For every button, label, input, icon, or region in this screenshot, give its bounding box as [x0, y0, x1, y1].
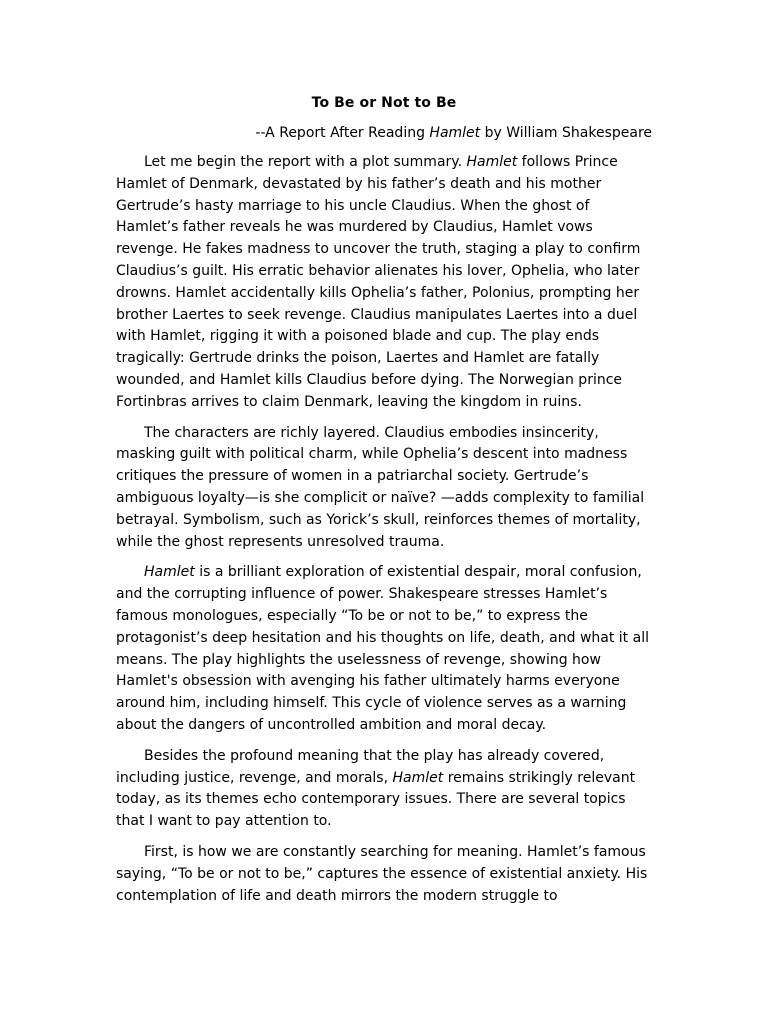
document-subtitle [116, 122, 652, 144]
subtitle-prefix: --A Report After Reading [255, 125, 430, 141]
paragraph-relevance [116, 746, 652, 833]
document-page [116, 92, 652, 916]
paragraph-italic-title: Hamlet [144, 564, 195, 581]
paragraph-characters [116, 423, 652, 554]
paragraph-text: Let me begin the report with a plot summary. [144, 154, 467, 170]
paragraph-themes [116, 562, 652, 736]
subtitle-suffix: by William Shakespeare [480, 125, 652, 141]
paragraph-italic-title: Hamlet [466, 154, 518, 170]
paragraph-italic-title: Hamlet [392, 769, 444, 786]
paragraph-plot-summary [116, 152, 652, 414]
paragraph-text: First, is how we are constantly searching for meaning. Hamlet’s famous saying, “To be or not to be,” captures the essence of existential anxiety. His contemplation of life and death mirrors the modern struggle to [116, 843, 648, 904]
paragraph-text: Besides the profound meaning that the play has already covered, including justice, revenge, and morals, [116, 747, 605, 786]
paragraph-text: remains strikingly relevant today, as its themes echo contemporary issues. There are several topics that I want to pay attention to. [116, 769, 636, 830]
paragraph-text: follows Prince Hamlet of Denmark, devastated by his father’s death and his mother Gertrude’s hasty marriage to his uncle Claudius. When the ghost of Hamlet’s father reveals he was murdered by Claudius, Hamlet vows revenge. He fakes madness to uncover the truth, staging a play to confirm Claudius’s guilt. His erratic behavior alienates his lover, Ophelia, who later drowns. Hamlet accidentally kills Ophelia’s father, Polonius, prompting her brother Laertes to seek revenge. Claudius manipulates Laertes into a duel with Hamlet, rigging it with a poisoned blade and cup. The play ends tragically: Gertrude drinks the poison, Laertes and Hamlet are fatally wounded, and Hamlet kills Claudius before dying. The Norwegian prince Fortinbras arrives to claim Denmark, leaving the kingdom in ruins. [116, 154, 641, 410]
paragraph-meaning [116, 842, 652, 907]
paragraph-text: is a brilliant exploration of existential despair, moral confusion, and the corrupting influence of power. Shakespeare stresses Hamlet’s famous monologues, especially “To be or not to be,” to express the protagonist’s deep hesitation and his thoughts on life, death, and what it all means. The play highlights the uselessness of revenge, showing how Hamlet's obsession with avenging his father ultimately harms everyone around him, including himself. This cycle of violence serves as a warning about the dangers of uncontrolled ambition and moral decay. [116, 564, 649, 733]
paragraph-text: The characters are richly layered. Claudius embodies insincerity, masking guilt with political charm, while Ophelia’s descent into madness critiques the pressure of women in a patriarchal society. Gertrude’s ambiguous loyalty—is she complicit or naïve? —adds complexity to familial betrayal. Symbolism, such as Yorick’s skull, reinforces themes of mortality, while the ghost represents unresolved trauma. [116, 424, 645, 550]
document-title: To Be or Not to Be [311, 95, 471, 111]
subtitle-work-title: Hamlet [429, 125, 481, 141]
